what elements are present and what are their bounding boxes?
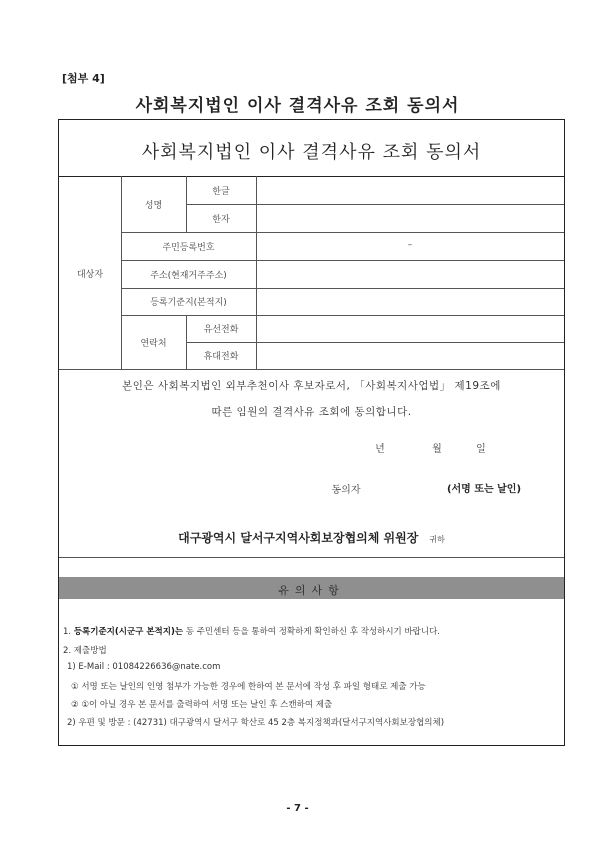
table-bottom-border xyxy=(59,369,564,370)
divider xyxy=(59,557,564,558)
hangul-label: 한글 xyxy=(212,187,230,197)
recipient: 대구광역시 달서구지역사회보장협의체 위원장 xyxy=(178,531,419,545)
hanja-label: 한자 xyxy=(212,215,230,225)
date-day: 일 xyxy=(476,444,486,455)
notice-item-1-text: 동 주민센터 등을 통하여 정확하게 확인하신 후 작성하시기 바랍니다. xyxy=(183,627,441,637)
declaration-line-1: 본인은 사회복지법인 외부추천이사 후보자로서, 「사회복지사업법」 제19조에 xyxy=(122,380,501,392)
row-divider xyxy=(121,288,564,289)
subject-label: 대상자 xyxy=(76,270,104,280)
notice-item-2: 2. 제출방법 xyxy=(63,646,107,656)
declaration-line-2: 따른 임원의 결격사유 조회에 동의합니다. xyxy=(211,406,412,418)
consenter-label: 동의자 xyxy=(331,485,361,496)
notice-header xyxy=(59,577,564,599)
date-month: 월 xyxy=(432,444,442,455)
rrn-label: 주민등록번호 xyxy=(162,243,215,253)
page-title: 사회복지법인 이사 결격사유 조회 동의서 xyxy=(135,96,460,116)
address-label: 주소(현재거주주소) xyxy=(150,271,227,281)
notice-title: 유의사항 xyxy=(278,584,345,597)
mobile-label: 휴대전화 xyxy=(203,352,239,362)
rrn-dash: – xyxy=(407,240,413,250)
landline-label: 유선전화 xyxy=(203,325,239,335)
row-divider xyxy=(121,315,564,316)
honorific: 귀하 xyxy=(429,535,445,544)
registry-label: 등록기준지(본적지) xyxy=(150,298,227,308)
col-divider xyxy=(256,176,257,369)
row-divider xyxy=(186,204,564,205)
notice-item-1 xyxy=(63,625,440,637)
consent-form xyxy=(58,119,565,746)
row-divider xyxy=(121,260,564,261)
attachment-label: [첨부 4] xyxy=(62,72,105,85)
notice-item-1-prefix: 1. xyxy=(63,627,74,637)
contact-label: 연락처 xyxy=(140,339,167,349)
name-label: 성명 xyxy=(144,201,163,211)
signature-note: (서명 또는 날인) xyxy=(446,484,522,495)
notice-sub-1-a: ① 서명 또는 날인의 인영 첨부가 가능한 경우에 한하여 본 문서에 작성 후 파일 형태로 제출 가능 xyxy=(71,682,426,692)
page-number: - 7 - xyxy=(286,803,309,814)
row-divider xyxy=(121,232,564,233)
form-title: 사회복지법인 이사 결격사유 조회 동의서 xyxy=(141,142,482,163)
notice-item-1-bold: 등록기준지(시군구 본적지)는 xyxy=(73,627,184,637)
table-top-border xyxy=(59,176,564,177)
recipient-line xyxy=(59,527,564,546)
notice-sub-2: 2) 우편 및 방문 : (42731) 대구광역시 달서구 학산로 45 2층 복지정책과(달서구지역사회보장협의체) xyxy=(67,718,445,728)
row-divider xyxy=(186,342,564,343)
date-year: 년 xyxy=(375,444,385,455)
notice-sub-1: 1) E-Mail : 01084226636@nate.com xyxy=(67,662,221,672)
notice-sub-1-b: ② ①이 아닐 경우 본 문서를 출력하여 서명 또는 날인 후 스캔하여 제출 xyxy=(71,700,333,710)
